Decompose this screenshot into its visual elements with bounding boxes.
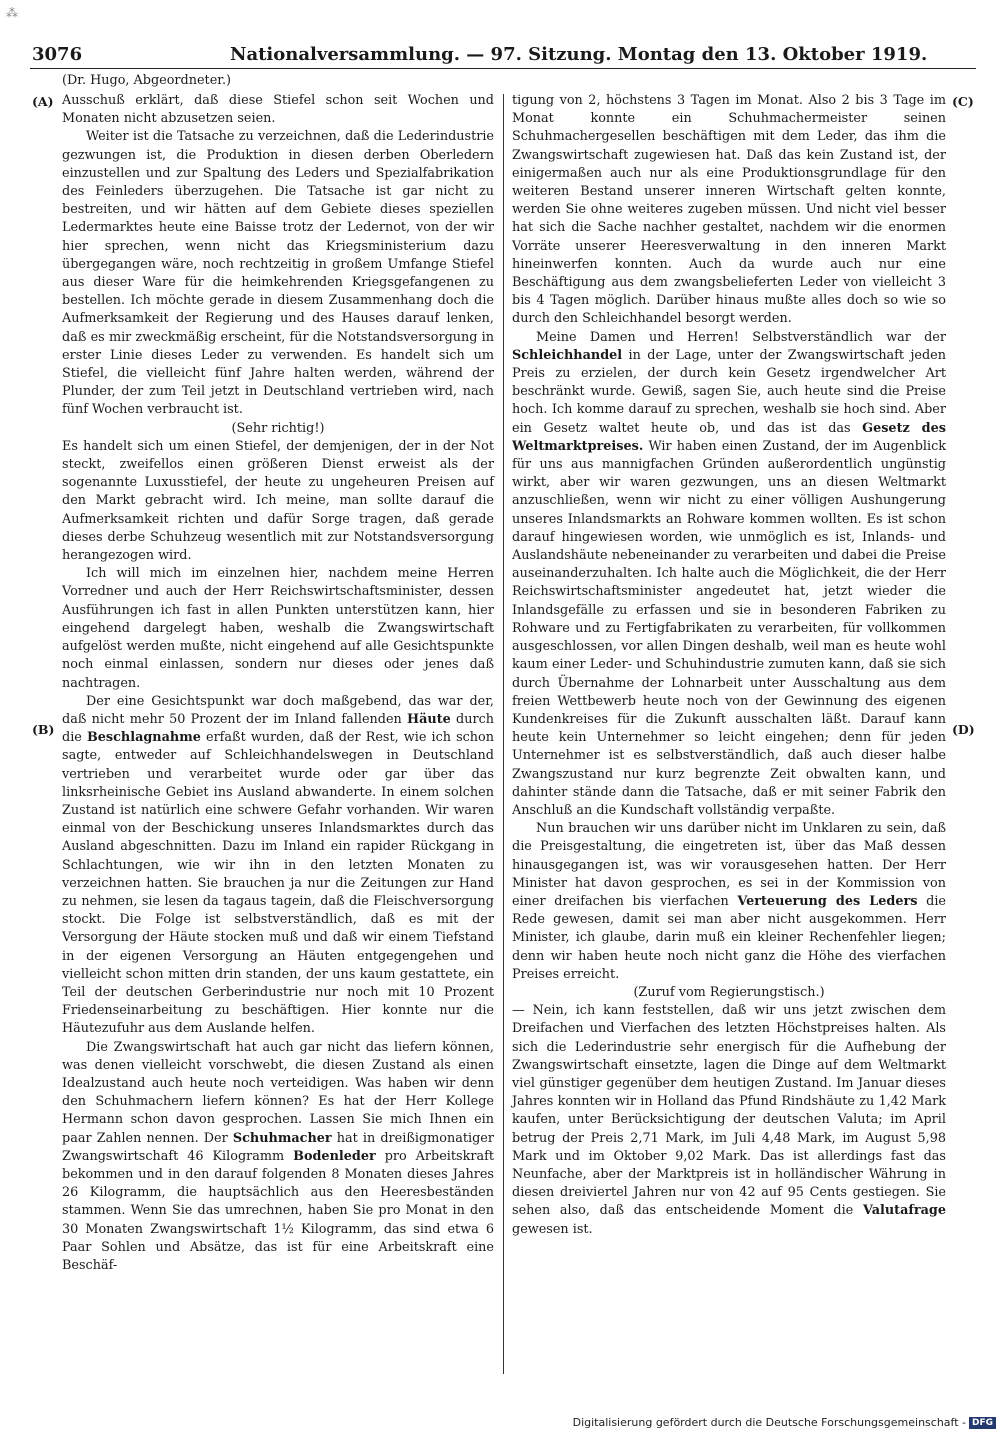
page-number: 3076 bbox=[32, 44, 83, 65]
text-run: — Nein, ich kann feststellen, daß wir uns jetzt zwischen dem Dreifachen und Vierfachen des letzten Höchstpreises halten. Als sich die Lederindustrie sehr energisch für die Aufhebung der Zwangswirtschaft einsetzte, lagen die Dinge auf dem Weltmarkt viel günstiger gegenüber dem heutigen Zustand. Im Januar dieses Jahres konnten wir in Holland das Pfund Rindshäute zu 1,42 Mark kaufen, unter Berücksichtigung der deutschen Valuta; im April betrug der Preis 2,71 Mark, im Juli 4,48 Mark, im August 5,98 Mark und im Oktober 9,02 Mark. Das ist allerdings fast das Neunfache, aber der Marktpreis ist in holländischer Währung in diesen dreiviertel Jahren nur von 42 auf 95 Cents gestiegen. Sie sehen also, daß das entscheidende Moment die bbox=[512, 1003, 946, 1219]
text-run: durch die bbox=[62, 711, 495, 746]
emphasis-term: Beschlagnahme bbox=[86, 730, 201, 746]
paragraph bbox=[62, 1039, 494, 1276]
footer-text: Digitalisierung gefördert durch die Deutsche Forschungsgemeinschaft - bbox=[572, 1416, 966, 1429]
paragraph: tigung von 2, höchstens 3 Tagen im Monat. Also 2 bis 3 Tage im Monat konnte ein Schuhmachermeister seinen Schuhmachergesellen beschäftigen mit dem Leder, das ihm die Zwangswirtschaft zugewiesen hat. Daß das kein Zustand ist, der einigermaßen auch nur als eine Produktionsgrundlage für den weiteren Bestand unserer inneren Wirtschaft gelten konnte, werden Sie ohne weiteres zugeben müssen. Und nicht viel besser hat sich die Sache nachher gestaltet, nachdem wir die enormen Vorräte unserer Heeresverwaltung in den inneren Markt hineinwerfen konnten. Auch da wurde auch nur eine Beschäftigung aus dem zwangsbelieferten Leder von vielleicht 3 bis 4 Tagen möglich. Darüber hinaus mußte alles doch so wie so durch den Schleichhandel besorgt werden. bbox=[512, 93, 946, 327]
left-column bbox=[62, 92, 494, 1275]
text-run: gewesen ist. bbox=[512, 1221, 593, 1237]
emphasis-term: Schleichhandel bbox=[512, 347, 623, 363]
paragraph: Es handelt sich um einen Stiefel, der demjenigen, der in der Not steckt, zweifellos einen größeren Dienst erweist als der sogenannte Luxusstiefel, der heute zu ungeheuren Preisen auf den Markt gebracht wird. Ich meine, man sollte darauf die Aufmerksamkeit richten und dafür Sorge tragen, daß gerade dieses derbe Schuhzeug wesentlich mit zur Notstandsversorgung herangezogen wird. bbox=[62, 438, 494, 564]
paragraph bbox=[512, 820, 946, 984]
page-title: Nationalversammlung. — 97. Sitzung. Montag den 13. Oktober 1919. bbox=[230, 44, 928, 65]
margin-marker-b: (B) bbox=[32, 722, 55, 737]
text-run: Wir haben einen Zustand, der im Augenblick für uns aus mannigfachen Gründen außerordentlich ungünstig wirkt, aber wir waren gezwungen, uns an diesen Weltmarkt anzuschließen, wenn wir nicht zu einer völligen Aushungerung unseres Inlandsmarkts an Rohware kommen wollten. Es ist schon darauf hingewiesen worden, wie unmöglich es ist, Inlands- und Auslandshäute nebeneinander zu verarbeiten und dabei die Preise auseinanderzuhalten. Ich halte auch die Möglichkeit, die der Herr Reichswirtschaftsminister angedeutet hat, jetzt wieder die Inlandsgefälle zu erfassen und sie in besonderen Fabriken zu Rohware und zu Fertigfabrikaten zu verarbeiten, für vollkommen ausgeschlossen, vor allen Dingen deshalb, weil man es heute wohl kaum einer Leder- und Schuhindustrie zumuten kann, daß sie sich durch Übernahme der Lohnarbeit unter Ausschaltung aus dem freien Wettbewerb heute noch von der Gewinnung des eigenen Kundenkreises für die Zukunft ausschalten läßt. Darauf kann heute kein Unternehmer so leicht eingehen; denn für jeden Unternehmer ist es selbstverständlich, daß auch dieser halbe Zwangszustand nur kurz begrenzte Zeit obwalten kann, und dahinter stände dann die Tatsache, daß er mit seiner Fabrik den Anschluß an die Kundschaft vollständig verpaßte. bbox=[512, 438, 946, 818]
speaker-note: (Dr. Hugo, Abgeordneter.) bbox=[62, 73, 232, 88]
text-run: in der Lage, unter der Zwangswirtschaft jeden Preis zu erzielen, der durch kein Gesetz irgendwelcher Art beschränkt wurde. Gewiß, sagen Sie, auch heute sind die Preise hoch. Ich komme darauf zu sprechen, weshalb sie hoch sind. Aber ein Gesetz waltet heute ob, und das ist das bbox=[512, 347, 946, 436]
emphasis-term: Bodenleder bbox=[293, 1148, 376, 1164]
right-column bbox=[512, 92, 946, 1239]
emphasis-term: Valutafrage bbox=[862, 1203, 946, 1219]
page-header bbox=[30, 40, 976, 68]
text-run: die Rede gewesen, damit sei man aber nicht ausgekommen. Herr Minister, ich glaube, darin muß ein kleiner Rechenfehler liegen; denn wir haben heute noch nicht ganz die Höhe des vierfachen Preises erreicht. bbox=[512, 893, 946, 982]
paragraph: Ausschuß erklärt, daß diese Stiefel schon seit Wochen und Monaten nicht abzusetzen seien. bbox=[62, 93, 494, 127]
header-rule bbox=[30, 68, 976, 69]
text-run: Meine Damen und Herren! Selbstverständlich war der bbox=[536, 329, 946, 345]
paragraph: Ich will mich im einzelnen hier, nachdem meine Herren Vorredner und auch der Herr Reichswirtschaftsminister, dessen Ausführungen ich fast in allen Punkten unterstützen kann, hier eingehend dargelegt haben, weshalb die Zwangswirtschaft aufgelöst werden mußte, nicht eingehend auf alle Gesichtspunkte noch einmal einlassen, sondern nur dieses oder jenes daß nachtragen. bbox=[62, 566, 494, 691]
column-divider bbox=[503, 94, 504, 1374]
dfg-logo-icon: DFG bbox=[969, 1417, 996, 1429]
paragraph bbox=[512, 329, 946, 820]
scan-artifact-icon: ⁂ bbox=[6, 6, 18, 20]
margin-marker-c: (C) bbox=[952, 94, 974, 109]
emphasis-term: Schuhmacher bbox=[232, 1130, 332, 1146]
interjection: (Zuruf vom Regierungstisch.) bbox=[633, 984, 825, 1000]
text-run: Nun brauchen wir uns darüber nicht im Unklaren zu sein, daß die Preisgestaltung, die eingetreten ist, über das Maß dessen hinausgegangen ist, was wir vorausgesehen hatten. Der Herr Minister hat davon gesprochen, es sei in der Kommission von einer dreifachen bis vierfachen bbox=[512, 821, 946, 909]
paragraph: Weiter ist die Tatsache zu verzeichnen, daß die Lederindustrie gezwungen ist, die Produktion in diesen derben Oberledern einzustellen und zur Spaltung des Leders und Spezialfabrikation des Feinleders überzugehen. Die Tatsache ist gar nicht zu bestreiten, und wir hätten auf dem Gebiete dieses speziellen Ledermarktes heute eine Baisse trotz der Ledernot, von der wir hier sprechen, wenn nicht das Kriegsministerium dazu übergegangen wäre, noch rechtzeitig in großem Umfange Stiefel aus dieser Ware für die heimkehrenden Kriegsgefangenen zu bestellen. Ich möchte gerade in diesem Zusammenhang doch die Aufmerksamkeit der Regierung und des Hauses darauf lenken, daß es mir zweckmäßig erscheint, für die Notstandsversorgung in erster Linie dieses Leder zu verwenden. Es handelt sich um Stiefel, die vielleicht fünf Jahre halten werden, während der Plunder, der zum Teil jetzt in Deutschland vertrieben wird, nach fünf Wochen verbraucht ist. bbox=[62, 129, 494, 418]
text-run: Die Zwangswirtschaft hat auch gar nicht das liefern können, was denen vielleicht vorschwebt, die diesen Zustand als einen Idealzustand auch heute noch verteidigen. Was haben wir denn den Schuhmachern liefern können? Es hat der Herr Kollege Hermann schon davon gesprochen. Lassen Sie mich Ihnen ein paar Zahlen nennen. Der bbox=[62, 1039, 494, 1146]
digitization-footer bbox=[0, 1416, 996, 1429]
emphasis-term: Häute bbox=[407, 711, 451, 727]
paragraph bbox=[62, 693, 494, 1039]
interjection: (Sehr richtig!) bbox=[231, 420, 325, 436]
paragraph bbox=[512, 1002, 946, 1239]
text-run: erfaßt wurden, daß der Rest, wie ich schon sagte, entweder auf Schleichhandelswegen in Deutschland vertrieben und verarbeitet wurde oder gar über das linksrheinische Gebiet ins Ausland abwanderte. In einem solchen Zustand ist natürlich eine schwere Gefahr vorhanden. Wir waren einmal von der Beschickung unseres Inlandsmarktes durch das Ausland abgeschnitten. Dazu im Inland ein rapider Rückgang in Schlachtungen, wie wir ihn in den letzten Monaten zu verzeichnen hatten. Sie brauchen ja nur die Zeitungen zur Hand zu nehmen, sie lesen da tagaus tagein, daß die Fleischversorgung stockt. Die Folge ist selbstverständlich, daß es mit der Versorgung der Häute stocken muß und daß wir einem Tiefstand in der eigenen Versorgung an Häuten entgegengehen und vielleicht schon mitten drin standen, der uns kaum gestattete, ein Teil der deutschen Gerberindustrie nur noch mit 10 Prozent Friedenseinarbeitung zu beschäftigen. Hier konnte nur die Häutezufuhr aus dem Auslande helfen. bbox=[62, 730, 494, 1037]
margin-marker-d: (D) bbox=[952, 722, 975, 737]
text-run: hat in dreißigmonatiger Zwangswirtschaft 46 Kilogramm bbox=[62, 1130, 494, 1164]
emphasis-term: Gesetz des Weltmarktpreises. bbox=[512, 420, 946, 454]
text-run: Der eine Gesichtspunkt war doch maßgebend, das war der, daß nicht mehr 50 Prozent der im Inland fallenden bbox=[62, 693, 494, 727]
text-run: pro Arbeitskraft bekommen und in den darauf folgenden 8 Monaten dieses Jahres 26 Kilogramm, die hauptsächlich aus den Heeresbeständen stammen. Wenn Sie das umrechnen, haben Sie pro Monat in den 30 Monaten Zwangswirtschaft 1½ Kilogramm, das sind etwa 6 Paar Sohlen und Absätze, das ist für eine Arbeitskraft eine Beschäf- bbox=[62, 1148, 494, 1273]
margin-marker-a: (A) bbox=[32, 94, 54, 109]
emphasis-term: Verteuerung des Leders bbox=[737, 893, 918, 909]
